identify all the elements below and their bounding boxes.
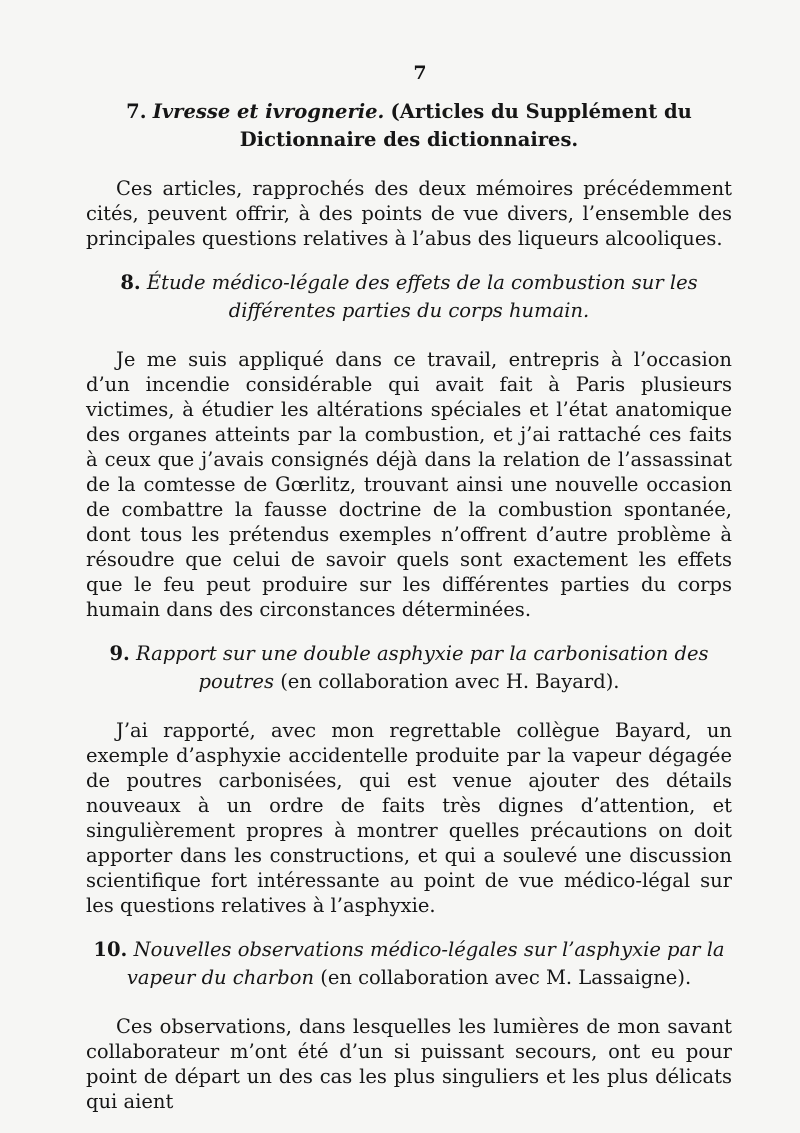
- entry-7-note: (Articles du Supplément du Dictionnaire des dictionnaires.: [239, 100, 692, 151]
- entry-7-number: 7.: [126, 100, 147, 123]
- page-number: 7: [413, 62, 427, 84]
- entry-9-heading: [86, 640, 732, 696]
- entry-10-number: 10.: [93, 938, 128, 961]
- entry-10-note: (en collaboration avec M. Lassaigne).: [320, 966, 692, 989]
- entry-7-paragraph: Ces articles, rapprochés des deux mémoires précédemment cités, peuvent offrir, à des points de vue divers, l’ensemble des principales questions relatives à l’abus des liqueurs alcooliques.: [86, 177, 732, 250]
- entry-9-paragraph: J’ai rapporté, avec mon regrettable collègue Bayard, un exemple d’asphyxie accidentelle produite par la vapeur dégagée de poutres carbonisées, qui est venue ajouter des détails nouveaux à un ordre de faits très dignes d’attention, et singulièrement propres à montrer quelles précautions on doit apporter dans les constructions, et qui a soulevé une discussion scientifique fort intéressante au point de vue médico-légal sur les questions relatives à l’asphyxie.: [86, 719, 732, 917]
- entry-7-title: Ivresse et ivrognerie.: [152, 100, 385, 123]
- entry-9-note: (en collaboration avec H. Bayard).: [280, 670, 620, 693]
- entry-8-heading: [86, 269, 732, 325]
- entry-8-paragraph: Je me suis appliqué dans ce travail, entrepris à l’occasion d’un incendie considérable qui avait fait à Paris plusieurs victimes, à étudier les altérations spéciales et l’état anatomique des organes atteints par la combustion, et j’ai rattaché ces faits à ceux que j’avais consignés déjà dans la relation de l’assassinat de la comtesse de Gœrlitz, trouvant ainsi une nouvelle occasion de combattre la fausse doctrine de la combustion spontanée, dont tous les prétendus exemples n’offrent d’autre problème à résoudre que celui de savoir quels sont exactement les effets que le feu peut produire sur les différentes parties du corps humain dans des circonstances déterminées.: [86, 348, 732, 621]
- entry-7-heading: [86, 98, 732, 154]
- entry-10-paragraph: Ces observations, dans lesquelles les lumières de mon savant collaborateur m’ont été d’un si puissant secours, ont eu pour point de départ un des cas les plus singuliers et les plus délicats qui aient: [86, 1015, 732, 1113]
- entry-10-title: Nouvelles observations médico-légales sur l’asphyxie par la vapeur du charbon: [126, 938, 725, 989]
- entry-9-title: Rapport sur une double asphyxie par la carbonisation des poutres: [136, 642, 709, 693]
- entry-8-title: Étude médico-légale des effets de la combustion sur les différentes parties du corps humain.: [146, 271, 698, 322]
- entry-8-number: 8.: [120, 271, 141, 294]
- entry-10-heading: [86, 936, 732, 992]
- entry-9-number: 9.: [109, 642, 130, 665]
